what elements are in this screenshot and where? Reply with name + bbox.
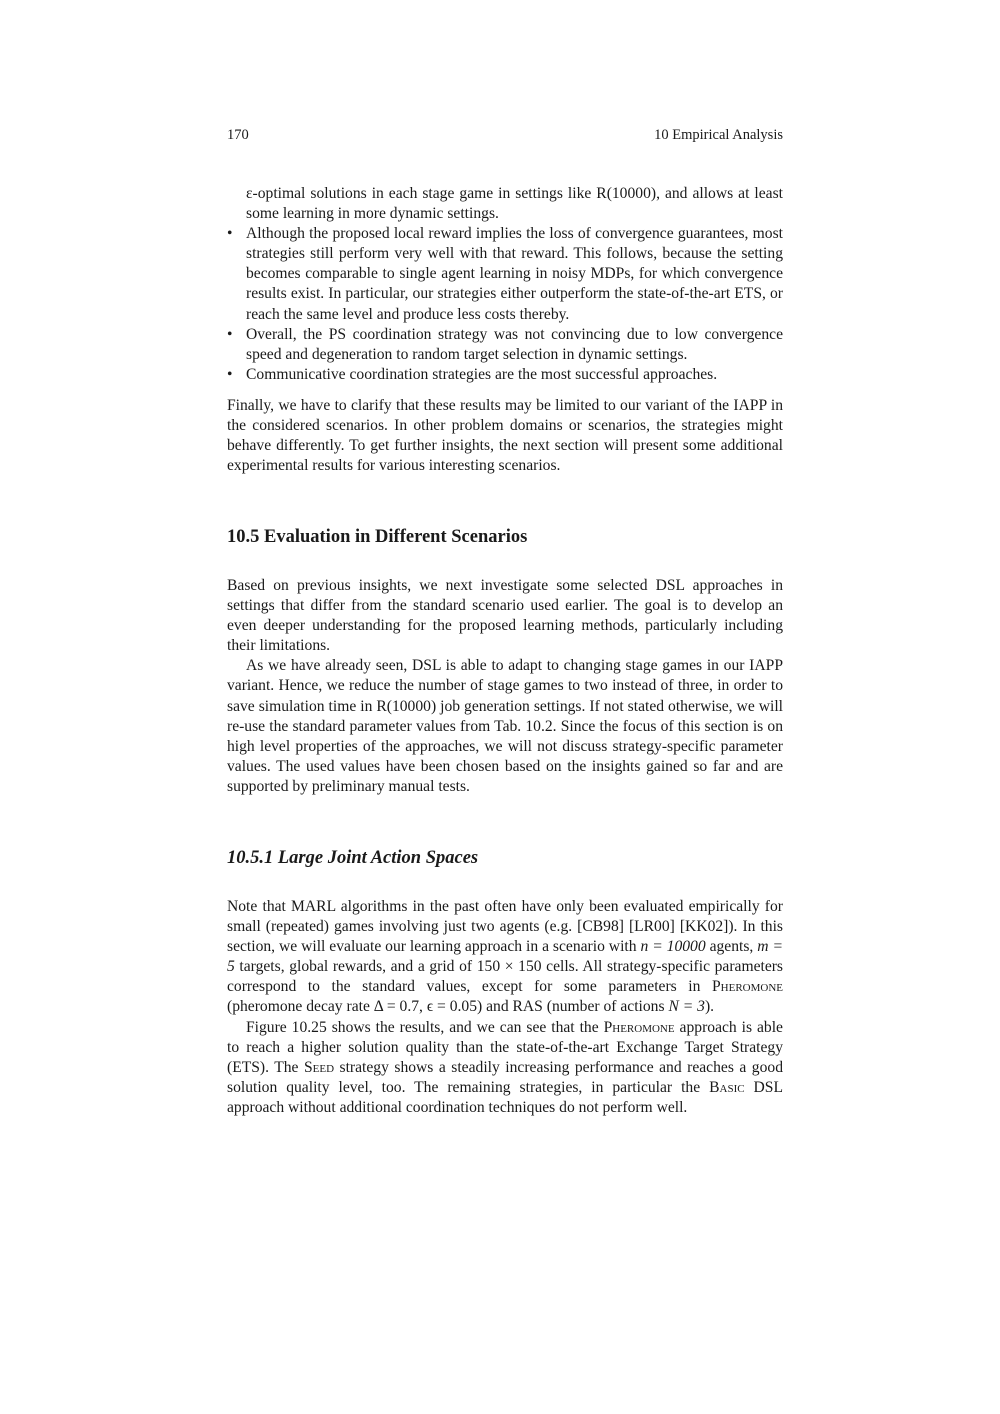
math-expression: Δ = 0.7, ϵ = 0.05 [373,998,478,1016]
paragraph [227,1018,783,1118]
paragraph [227,897,783,1018]
math-expression: 150 × 150 [476,958,542,976]
strategy-name: Basic [709,1078,745,1096]
list-item-text: Although the proposed local reward implies the loss of convergence guarantees, most strategies still perform very well with that reward. This follows, because the setting becomes comparable to single agent learning in noisy MDPs, for which convergence results exist. In particular, our strategies either outperform the state-of-the-art ETS, or reach the same level and produce less costs thereby. [246,225,783,323]
bullet-icon: • [227,325,233,343]
strategy-name: Pheromone [711,978,783,996]
text-run: Figure 10.25 shows the results, and we can see that the [246,1018,604,1036]
running-title: 10 Empirical Analysis [654,127,783,143]
subsection-body [227,897,783,1118]
strategy-name: Seed [303,1058,335,1076]
text-run: Note that MARL algorithms in the past often have only been evaluated empirically for small (repeated) games involving just two agents (e.g. [CB98] [LR00] [KK02]). In this section, we will evaluate our learning approach in a scenario with [227,898,783,956]
list-item [227,184,783,224]
section-heading: 10.5 Evaluation in Different Scenarios [227,527,528,547]
findings-list [227,184,783,385]
text-run: (pheromone decay rate [227,998,374,1016]
paragraph: As we have already seen, DSL is able to adapt to changing stage games in our IAPP variant. Hence, we reduce the number of stage games to two instead of three, in order to save simulation time in R(10000) job generation settings. If not stated otherwise, we will re-use the standard parameter values from Tab. 10.2. Since the focus of this section is on high level properties of the approaches, we will not discuss strategy-specific parameter values. The used values have been chosen based on the insights gained so far and are supported by preliminary manual tests. [227,657,783,795]
math-expression: N = 3 [668,998,705,1016]
text-run: agents, [705,938,758,956]
math-expression: n = 10000 [640,938,706,956]
text-run: targets, global rewards, and a grid of [234,958,477,976]
text-run: ) and RAS (number of actions [477,998,669,1016]
text-run: DSL approach without additional coordination techniques do not perform well. [227,1078,783,1116]
subsection-heading: 10.5.1 Large Joint Action Spaces [227,848,479,868]
text-run: approach is able to reach a higher solution quality than the state-of-the-art Exchange Target Strategy (ETS). The [227,1018,783,1076]
text-run: strategy shows a steadily increasing performance and reaches a good solution quality level, too. The remaining strategies, in particular the [227,1058,783,1096]
page-header [227,127,783,147]
text-run: ). [704,998,715,1016]
bullet-list-block [227,184,783,385]
closing-paragraph-block [227,396,783,476]
paragraph: Based on previous insights, we next investigate some selected DSL approaches in settings that differ from the standard scenario used earlier. The goal is to develop an even deeper understanding for the proposed learning methods, particularly including their limitations. [227,577,783,655]
strategy-name: Pheromone [603,1018,675,1036]
bullet-icon: • [227,365,233,383]
page-number: 170 [227,127,249,143]
list-item [227,224,783,324]
list-item [227,325,783,365]
text-run: cells. All strategy-specific parameters correspond to the standard values, except for some parameters in [227,958,784,996]
list-item [227,365,783,385]
math-expression: m = 5 [227,938,783,976]
list-item-text: Overall, the PS coordination strategy was not convincing due to low convergence speed and degeneration to random target selection in dynamic settings. [246,325,783,363]
bullet-icon: • [227,225,233,243]
list-item-text: ε-optimal solutions in each stage game in settings like R(10000), and allows at least some learning in more dynamic settings. [246,185,783,223]
section-body [227,576,783,797]
list-item-text: Communicative coordination strategies are the most successful approaches. [246,365,718,383]
paragraph: Finally, we have to clarify that these results may be limited to our variant of the IAPP in the considered scenarios. In other problem domains or scenarios, the strategies might behave differently. To get further insights, the next section will present some additional experimental results for various interesting scenarios. [227,397,783,475]
